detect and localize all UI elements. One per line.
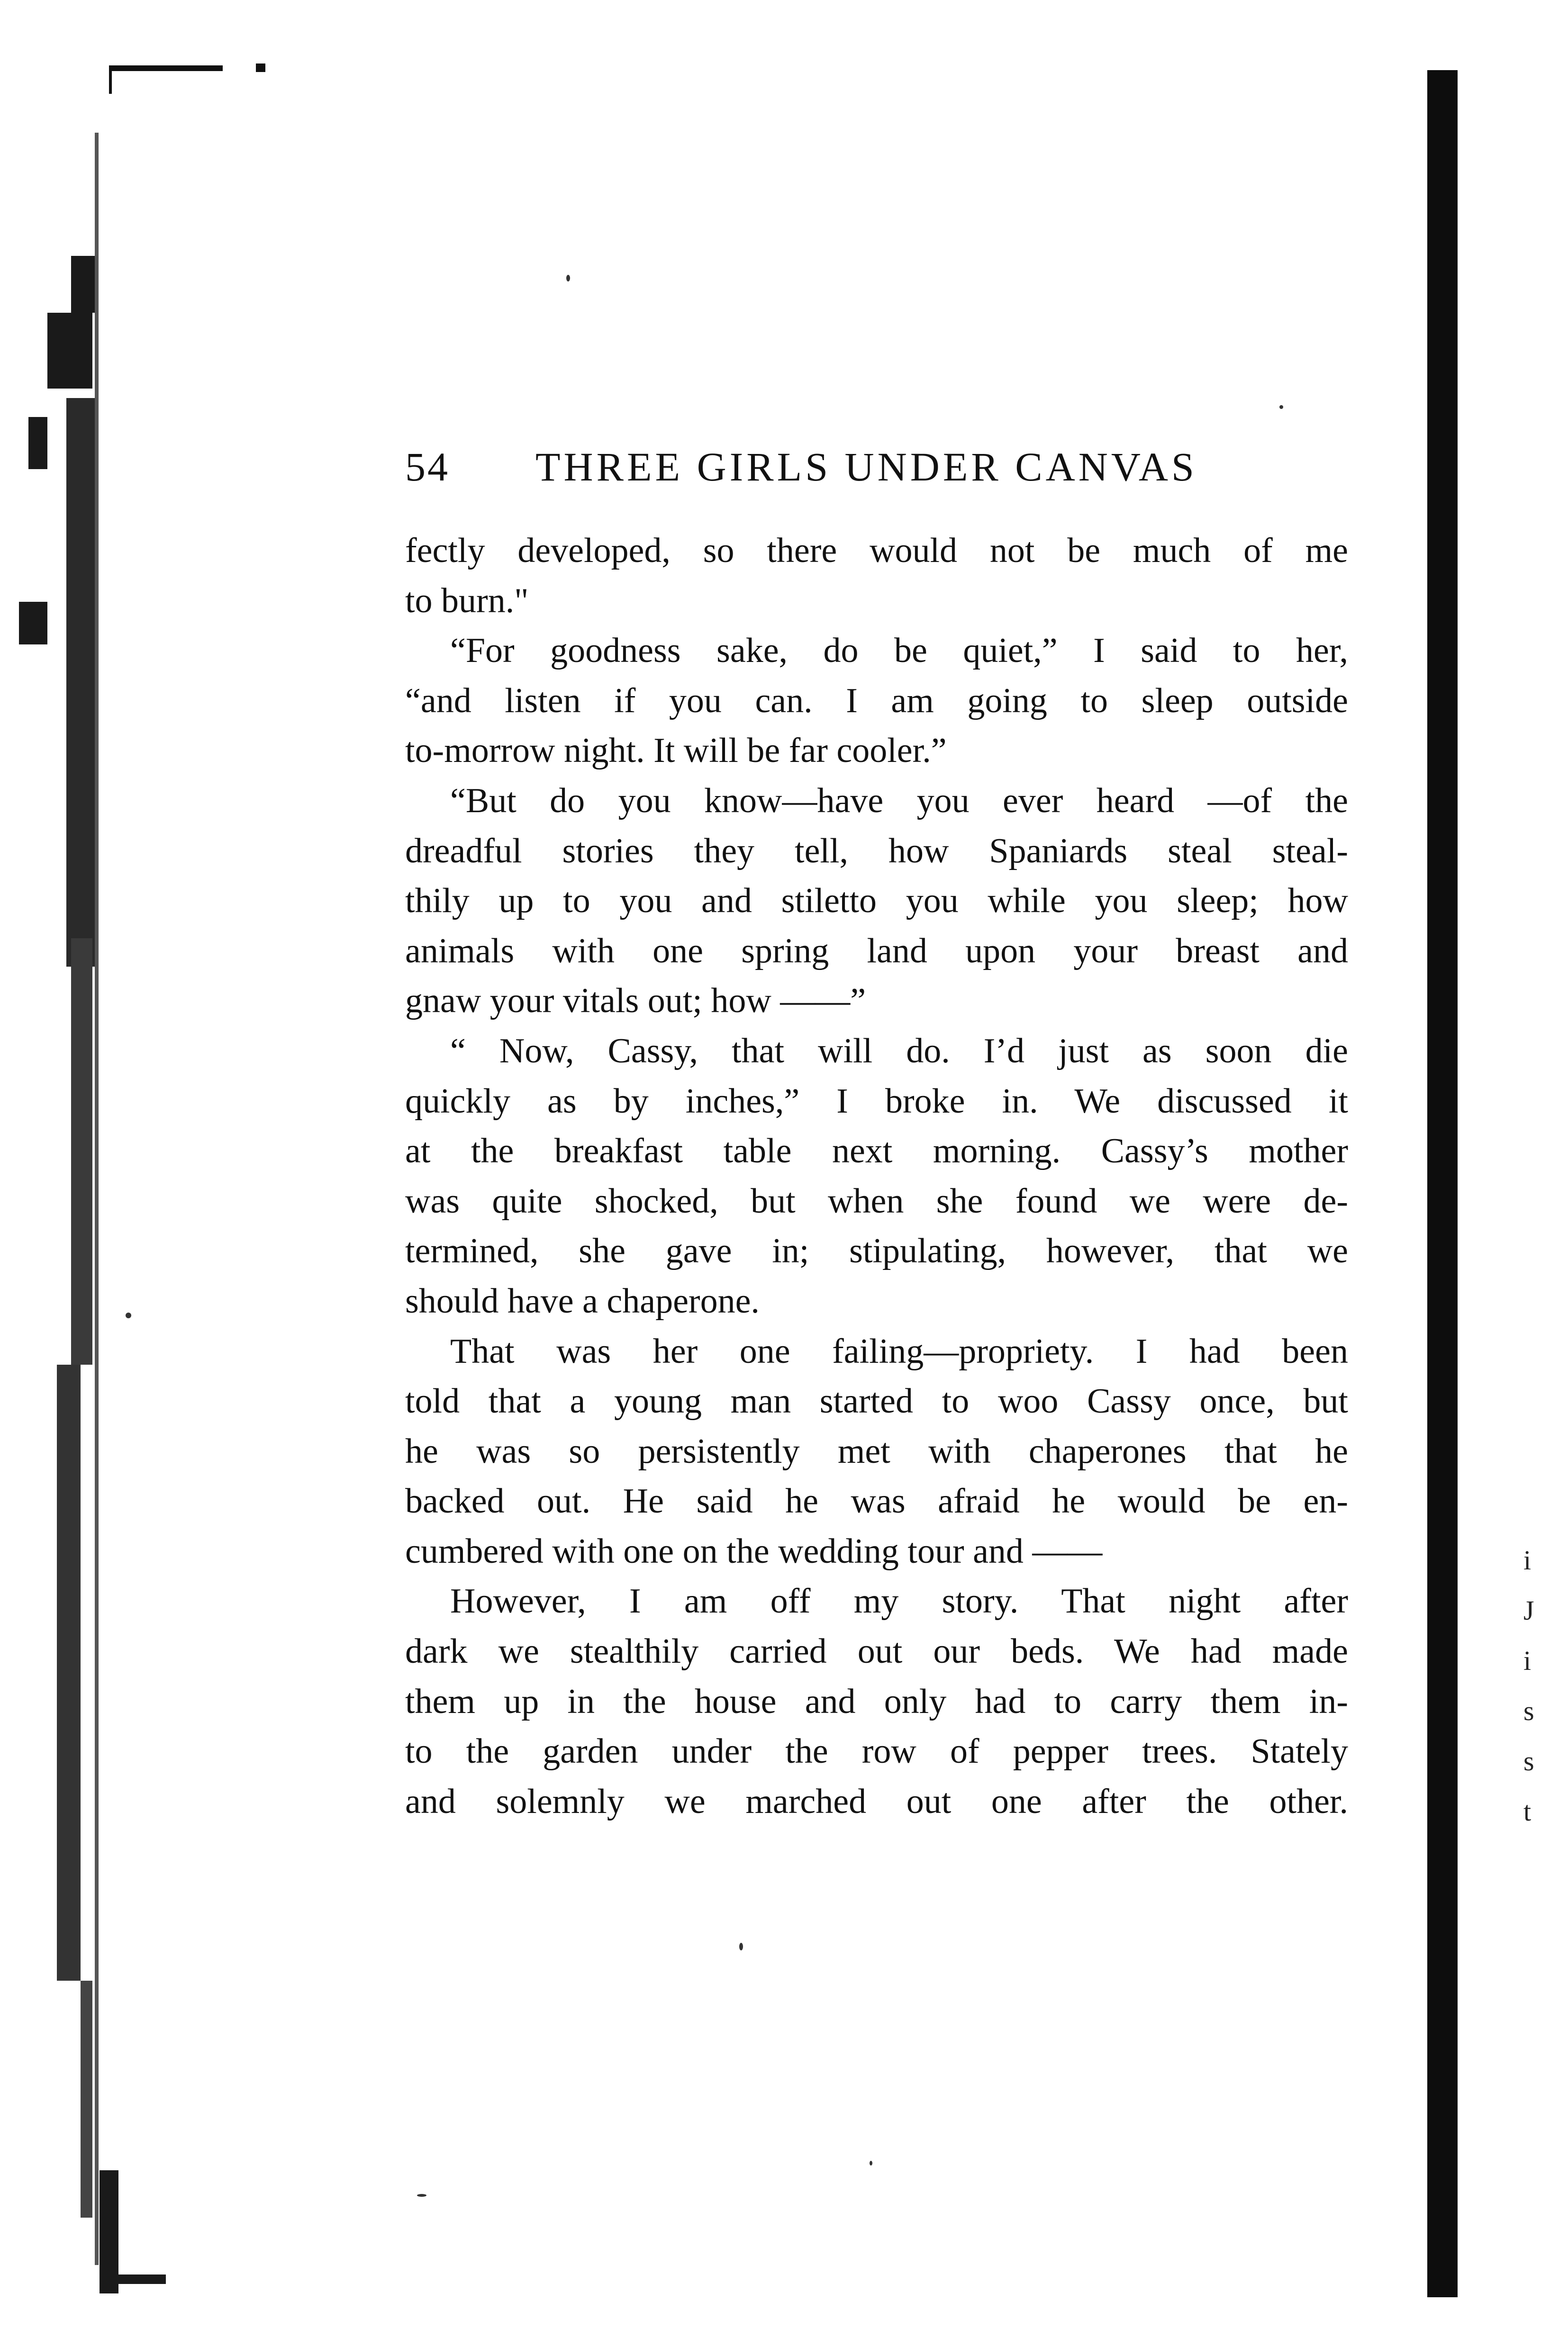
text-line: “For goodness sake, do be quiet,” I said to her, (450, 631, 1348, 671)
text-line: fectly developed, so there would not be much of me (405, 531, 1348, 570)
text-line: to burn." (405, 581, 529, 620)
print-speck (870, 2161, 872, 2166)
text-line: gnaw your vitals out; how ——” (405, 981, 866, 1021)
text-line: to-morrow night. It will be far cooler.” (405, 731, 947, 770)
text-line: at the breakfast table next morning. Cassy’s mother (405, 1132, 1348, 1171)
text-line: cumbered with one on the wedding tour and —— (405, 1531, 1103, 1571)
running-title: THREE GIRLS UNDER CANVAS (535, 444, 1197, 489)
text-line: However, I am off my story. That night after (450, 1582, 1348, 1621)
text-line: told that a young man started to woo Cassy once, but (405, 1382, 1348, 1421)
print-speck (566, 275, 570, 281)
binding-shadow-bar (1427, 70, 1458, 2297)
page-number: 54 (405, 444, 450, 489)
text-line: backed out. He said he was afraid he would be en- (405, 1482, 1348, 1521)
print-speck (1279, 405, 1283, 409)
text-line: them up in the house and only had to carry them in- (405, 1682, 1348, 1721)
text-line: he was so persistently met with chaperones that he (405, 1432, 1348, 1471)
edge-letter: t (1523, 1796, 1532, 1827)
text-line: That was her one failing—propriety. I had been (450, 1332, 1348, 1371)
left-gutter-bleed (0, 133, 123, 2293)
edge-letter: s (1523, 1695, 1534, 1726)
text-line: was quite shocked, but when she found we were de- (405, 1181, 1348, 1221)
page-header (405, 441, 1249, 493)
text-line: dark we stealthily carried out our beds. We had made (405, 1632, 1348, 1671)
print-speck (739, 1943, 743, 1950)
crop-mark (109, 65, 223, 71)
text-line: animals with one spring land upon your breast and (405, 931, 1348, 970)
text-line: dreadful stories they tell, how Spaniards steal steal- (405, 831, 1348, 870)
text-line: “But do you know—have you ever heard —of the (450, 781, 1348, 820)
crop-dot (256, 63, 265, 72)
body-text (405, 526, 1348, 1827)
text-line: and solemnly we marched out one after the other. (405, 1782, 1348, 1821)
text-line: should have a chaperone. (405, 1281, 760, 1321)
edge-letter: i (1523, 1545, 1532, 1576)
edge-letter: i (1523, 1645, 1532, 1676)
text-line: “and listen if you can. I am going to sleep outside (405, 681, 1348, 720)
text-line: termined, she gave in; stipulating, however, that we (405, 1232, 1348, 1271)
crop-mark-tick (109, 65, 112, 94)
print-speck (417, 2194, 426, 2197)
adjacent-page-edge-letters (1523, 1535, 1552, 1837)
text-line: to the garden under the row of pepper trees. Stately (405, 1732, 1348, 1771)
edge-letter: s (1523, 1746, 1534, 1776)
edge-letter: J (1523, 1595, 1534, 1626)
text-line: “ Now, Cassy, that will do. I’d just as soon die (450, 1031, 1348, 1070)
text-line: thily up to you and stiletto you while you sleep; how (405, 881, 1348, 921)
text-line: quickly as by inches,” I broke in. We discussed it (405, 1081, 1348, 1121)
print-speck (126, 1313, 131, 1318)
